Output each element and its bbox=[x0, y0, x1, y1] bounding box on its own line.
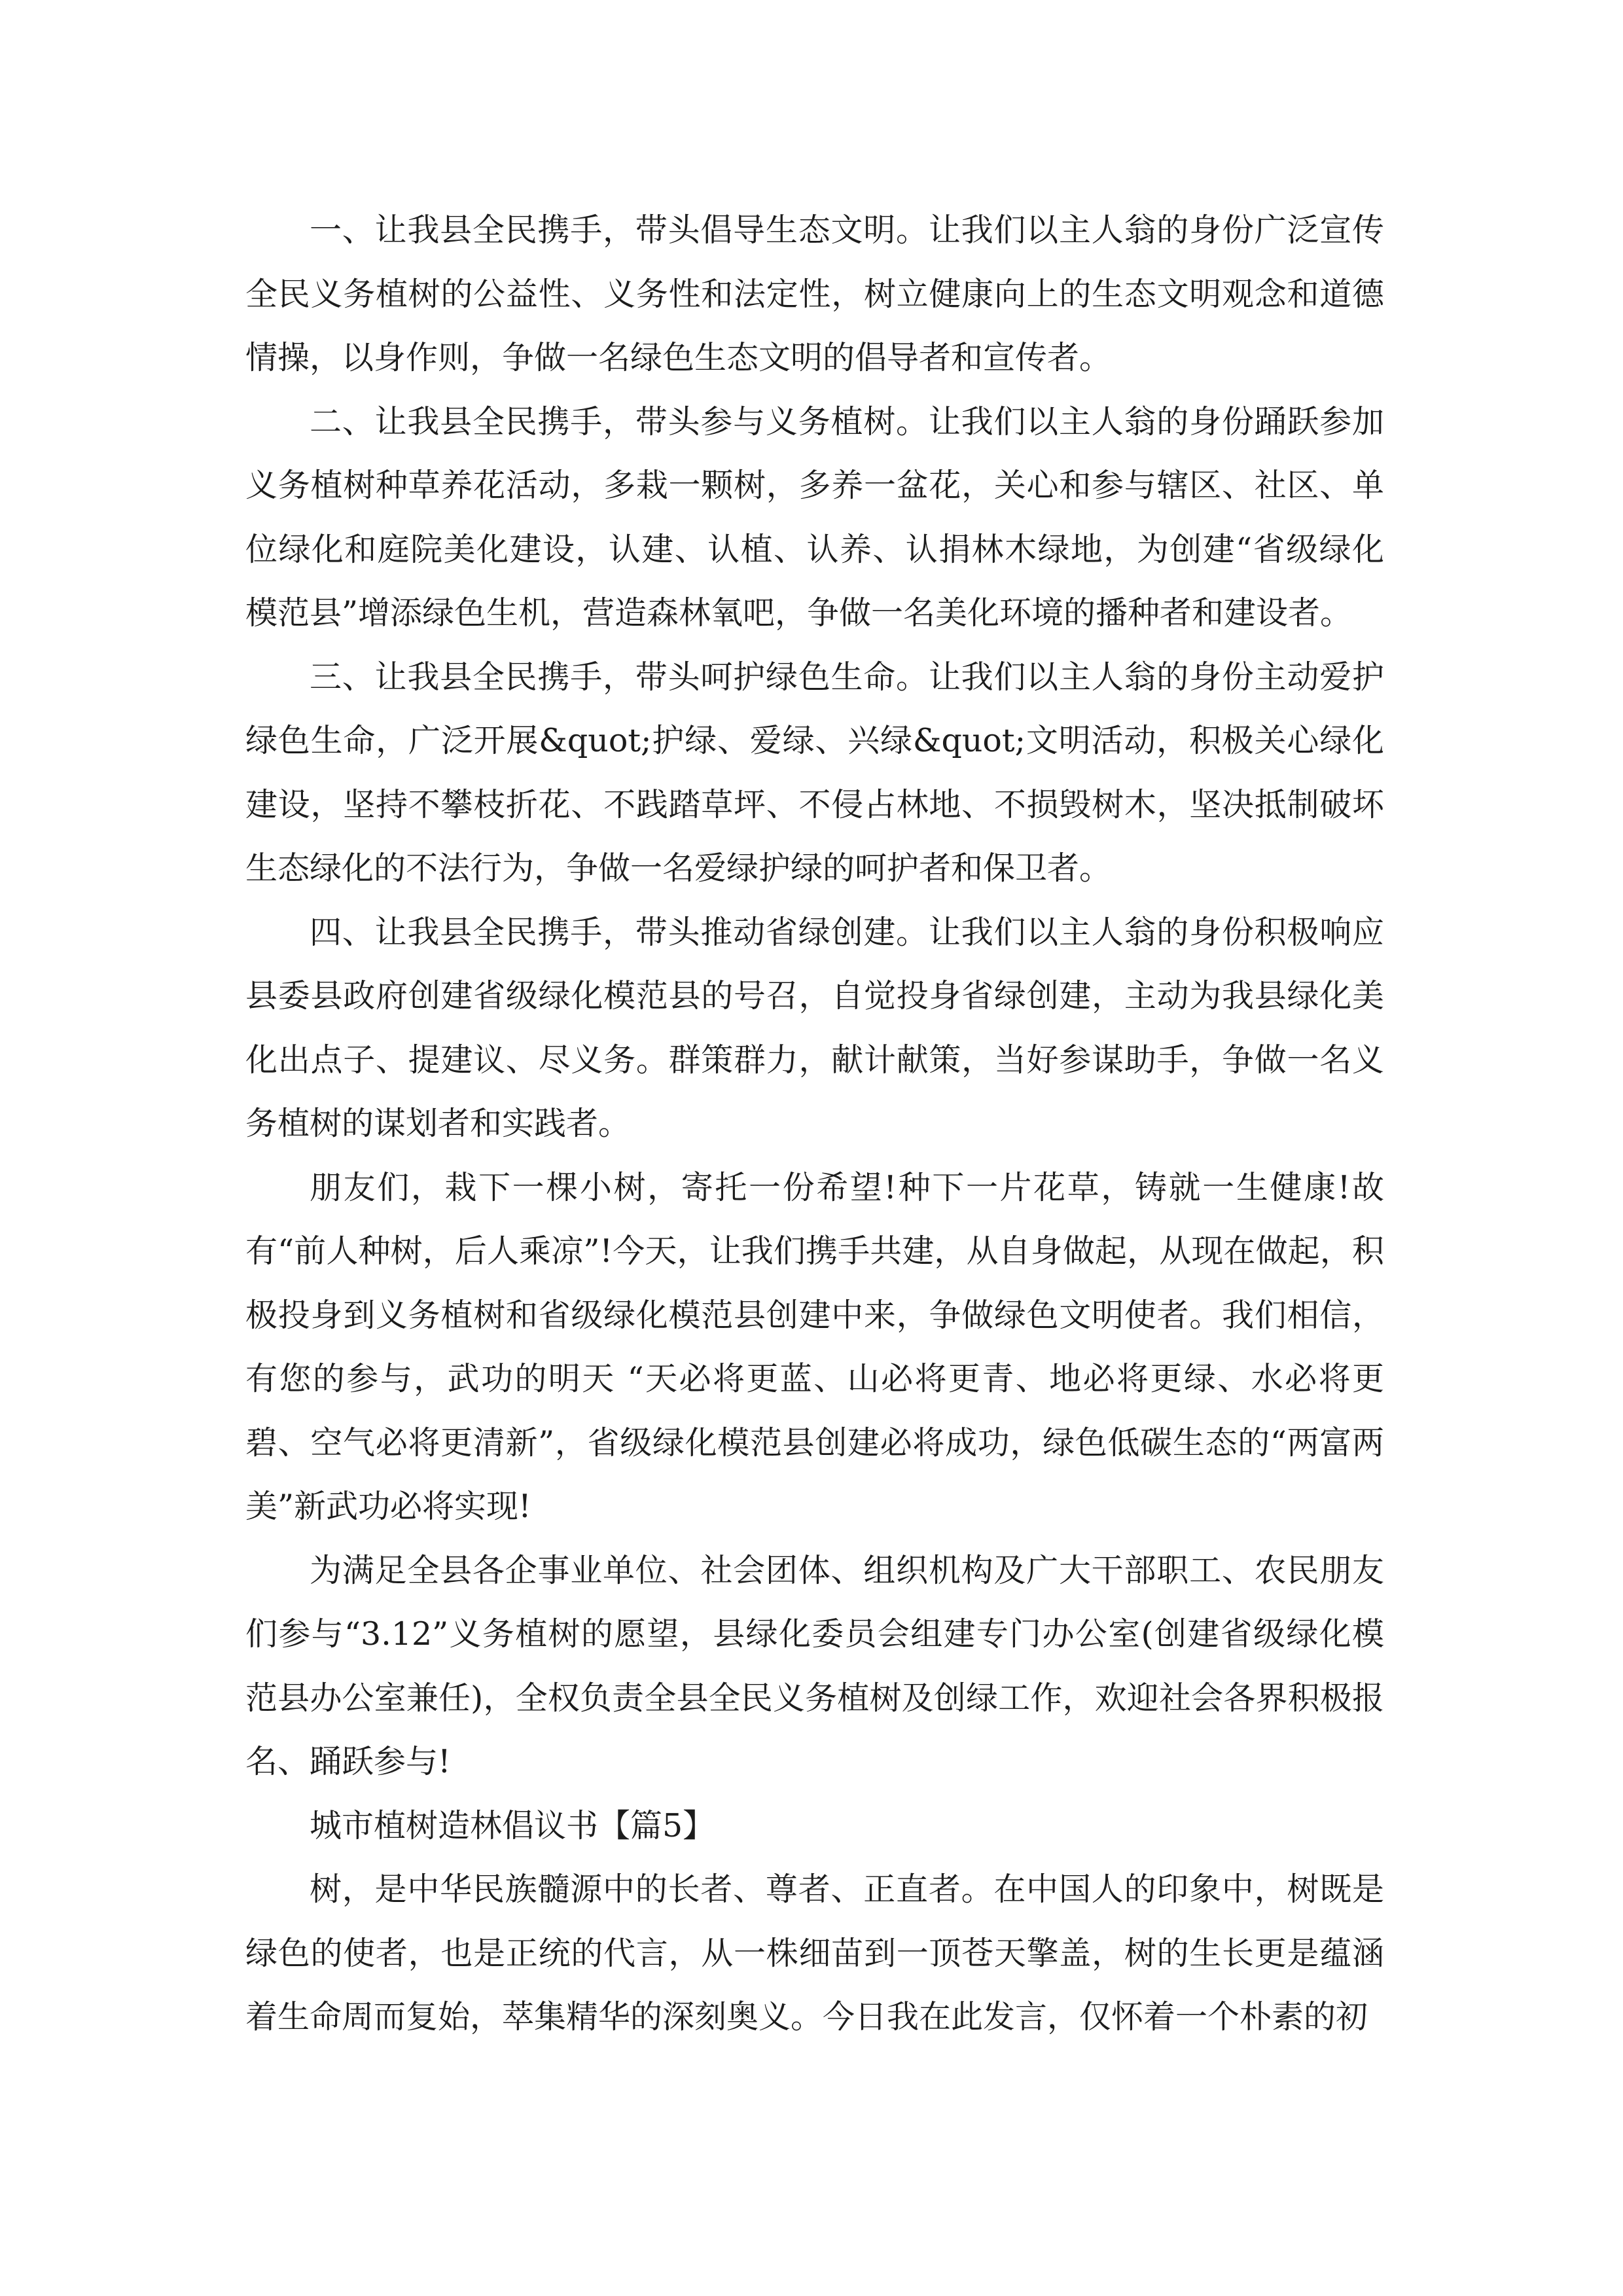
paragraph-closing: 树，是中华民族髓源中的长者、尊者、正直者。在中国人的印象中，树既是绿色的使者，也是正统的代言，从一株细苗到一顶苍天擎盖，树的生长更是蕴涵着生命周而复始，萃集精华的深刻奥义。今日我在此发言，仅怀着一个朴素的初 bbox=[245, 1871, 1384, 2036]
paragraph-friends: 朋友们，栽下一棵小树，寄托一份希望!种下一片花草，铸就一生健康!故有“前人种树，后人乘凉”!今天，让我们携手共建，从自身做起，从现在做起，积极投身到义务植树和省级绿化模范县创建中来，争做绿色文明使者。我们相信，有您的参与，武功的明天 “天必将更蓝、山必将更青、地必将更绿、水必将更碧、空气必将更清新”，省级绿化模范县创建必将成功，绿色低碳生态的“两富两美”新武功必将实现! bbox=[245, 1168, 1384, 1525]
document-body bbox=[245, 198, 1384, 2049]
section-heading: 城市植树造林倡议书【篇5】 bbox=[310, 1806, 715, 1844]
paragraph-office: 为满足全县各企事业单位、社会团体、组织机构及广大干部职工、农民朋友们参与“3.12”义务植树的愿望，县绿化委员会组建专门办公室(创建省级绿化模范县办公室兼任)，全权负责全县全民义务植树及创绿工作，欢迎社会各界积极报名、踊跃参与! bbox=[245, 1551, 1384, 1780]
paragraph-initiative-1: 一、让我县全民携手，带头倡导生态文明。让我们以主人翁的身份广泛宣传全民义务植树的公益性、义务性和法定性，树立健康向上的生态文明观念和道德情操，以身作则，争做一名绿色生态文明的倡导者和宣传者。 bbox=[245, 211, 1384, 376]
paragraph-initiative-3: 三、让我县全民携手，带头呵护绿色生命。让我们以主人翁的身份主动爱护绿色生命，广泛开展&quot;护绿、爱绿、兴绿&quot;文明活动，积极关心绿化建设，坚持不攀枝折花、不践踏草坪、不侵占林地、不损毁树木，坚决抵制破坏生态绿化的不法行为，争做一名爱绿护绿的呵护者和保卫者。 bbox=[245, 658, 1384, 887]
paragraph-initiative-4: 四、让我县全民携手，带头推动省绿创建。让我们以主人翁的身份积极响应县委县政府创建省级绿化模范县的号召，自觉投身省绿创建，主动为我县绿化美化出点子、提建议、尽义务。群策群力，献计献策，当好参谋助手，争做一名义务植树的谋划者和实践者。 bbox=[245, 913, 1384, 1142]
paragraph-initiative-2: 二、让我县全民携手，带头参与义务植树。让我们以主人翁的身份踊跃参加义务植树种草养花活动，多栽一颗树，多养一盆花，关心和参与辖区、社区、单位绿化和庭院美化建设，认建、认植、认养、认捐林木绿地，为创建“省级绿化模范县”增添绿色生机，营造森林氧吧，争做一名美化环境的播种者和建设者。 bbox=[245, 403, 1384, 632]
